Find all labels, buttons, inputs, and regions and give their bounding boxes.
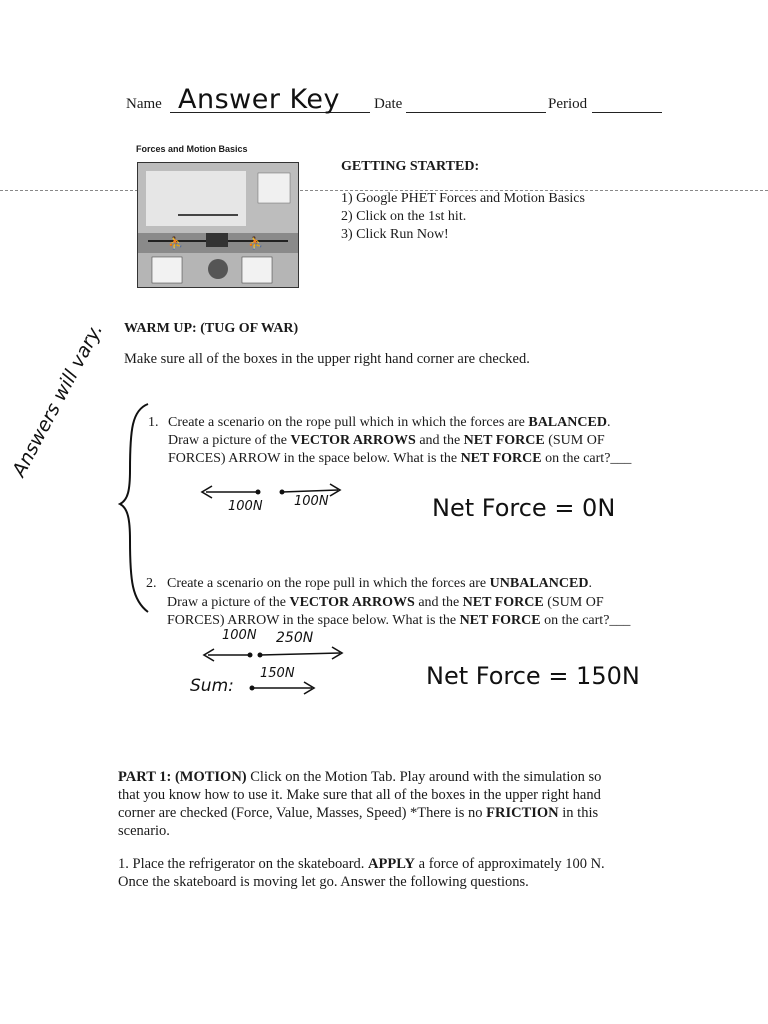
warm-up-heading: WARM UP: (TUG OF WAR) bbox=[124, 321, 299, 336]
getting-started-step-3: 3) Click Run Now! bbox=[341, 227, 449, 242]
q1-left-arrow-label: 100N bbox=[228, 499, 263, 514]
part1-line-1-text: Click on the Motion Tab. Play around with the simulation so bbox=[246, 769, 602, 785]
part1-line-2: that you know how to use it. Make sure that all of the boxes in the upper right hand bbox=[118, 787, 601, 803]
q2-sum-arrow bbox=[246, 678, 326, 698]
part1-question-1 bbox=[118, 855, 678, 891]
q2-line-2-text: Draw a picture of the bbox=[167, 595, 290, 610]
q2-line-3-end: on the cart?___ bbox=[540, 613, 631, 628]
q1-number: 1. bbox=[148, 415, 159, 430]
q2-vector-arrows-term: VECTOR ARROWS bbox=[289, 595, 415, 610]
q1-net-force-term-2: NET FORCE bbox=[460, 451, 542, 466]
q2-sum-label: Sum: bbox=[190, 676, 234, 696]
q2-line-3-text: FORCES) ARROW in the space below. What is the bbox=[167, 613, 460, 628]
part1-line-1 bbox=[118, 768, 678, 786]
part1-q1-text: 1. Place the refrigerator on the skateboard. bbox=[118, 856, 369, 872]
q1-net-force-term: NET FORCE bbox=[463, 433, 545, 448]
date-field[interactable] bbox=[406, 112, 546, 113]
q1-vector-arrows-term: VECTOR ARROWS bbox=[290, 433, 416, 448]
q2-line-1 bbox=[167, 575, 592, 593]
q1-line-3-end: on the cart?___ bbox=[541, 451, 632, 466]
q2-answer: Net Force = 150N bbox=[426, 662, 640, 690]
name-handwritten: Answer Key bbox=[178, 84, 340, 115]
q2-net-force-term: NET FORCE bbox=[462, 595, 544, 610]
sim-thumbnail bbox=[137, 162, 299, 288]
q2-line-1-text: Create a scenario on the rope pull in which the forces are bbox=[167, 576, 490, 591]
getting-started-step-2: 2) Click on the 1st hit. bbox=[341, 209, 467, 224]
sim-thumbnail-image bbox=[138, 163, 298, 287]
getting-started-step-1: 1) Google PHET Forces and Motion Basics bbox=[341, 191, 585, 206]
q2-line-2 bbox=[167, 594, 604, 612]
part1-line-3-text: corner are checked (Force, Value, Masses, Speed) *There is no bbox=[118, 805, 487, 821]
part1-apply-term: APPLY bbox=[368, 856, 416, 872]
part1-question-1-line-1 bbox=[118, 855, 678, 873]
q2-vector-drawing bbox=[200, 643, 350, 667]
part1-question-1-line-2: Once the skateboard is moving let go. Answer the following questions. bbox=[118, 874, 529, 890]
part1-line-3 bbox=[118, 804, 678, 822]
q1-line-2 bbox=[168, 432, 605, 450]
q2-left-arrow-label: 100N bbox=[222, 628, 257, 643]
q2-line-2-and: and the bbox=[414, 595, 463, 610]
margin-note: Answers will vary. bbox=[8, 320, 108, 481]
getting-started-heading: GETTING STARTED: bbox=[341, 159, 480, 174]
q1-line-1-end: . bbox=[606, 415, 611, 430]
q1-line-3-text: FORCES) ARROW in the space below. What is the bbox=[168, 451, 461, 466]
q2-sum-arrow-label: 150N bbox=[260, 666, 295, 681]
q1-answer: Net Force = 0N bbox=[432, 494, 616, 522]
sim-thumbnail-title: Forces and Motion Basics bbox=[136, 144, 248, 154]
q1-balanced-term: BALANCED bbox=[528, 415, 607, 430]
q2-line-1-end: . bbox=[588, 576, 592, 591]
q1-line-2-and: and the bbox=[415, 433, 464, 448]
period-field[interactable] bbox=[592, 112, 662, 113]
q1-line-3 bbox=[168, 450, 631, 468]
q1-line-2-text: Draw a picture of the bbox=[168, 433, 291, 448]
warm-up-instruction: Make sure all of the boxes in the upper right hand corner are checked. bbox=[124, 351, 530, 367]
q1-right-arrow-label: 100N bbox=[294, 494, 329, 509]
part1-heading: PART 1: (MOTION) bbox=[118, 769, 247, 785]
part1-friction-term: FRICTION bbox=[486, 805, 559, 821]
part1-q1-text-end: a force of approximately 100 N. bbox=[415, 856, 605, 872]
svg-text:⛹: ⛹ bbox=[168, 236, 183, 250]
q1-line-2-end: (SUM OF bbox=[544, 433, 605, 448]
q2-number: 2. bbox=[146, 576, 157, 591]
q2-unbalanced-term: UNBALANCED bbox=[489, 576, 589, 591]
part1-line-4: scenario. bbox=[118, 823, 170, 839]
name-label: Name bbox=[126, 96, 162, 112]
svg-text:⛹: ⛹ bbox=[248, 236, 263, 250]
date-label: Date bbox=[374, 96, 403, 112]
q2-net-force-term-2: NET FORCE bbox=[459, 613, 541, 628]
q2-line-2-end: (SUM OF bbox=[543, 595, 604, 610]
part1-paragraph bbox=[118, 768, 678, 840]
part1-line-3-end: in this bbox=[558, 805, 599, 821]
period-label: Period bbox=[548, 96, 588, 112]
q1-line-1 bbox=[168, 414, 610, 432]
q1-line-1-text: Create a scenario on the rope pull which in which the forces are bbox=[168, 415, 529, 430]
q2-right-arrow-label: 250N bbox=[276, 630, 314, 646]
